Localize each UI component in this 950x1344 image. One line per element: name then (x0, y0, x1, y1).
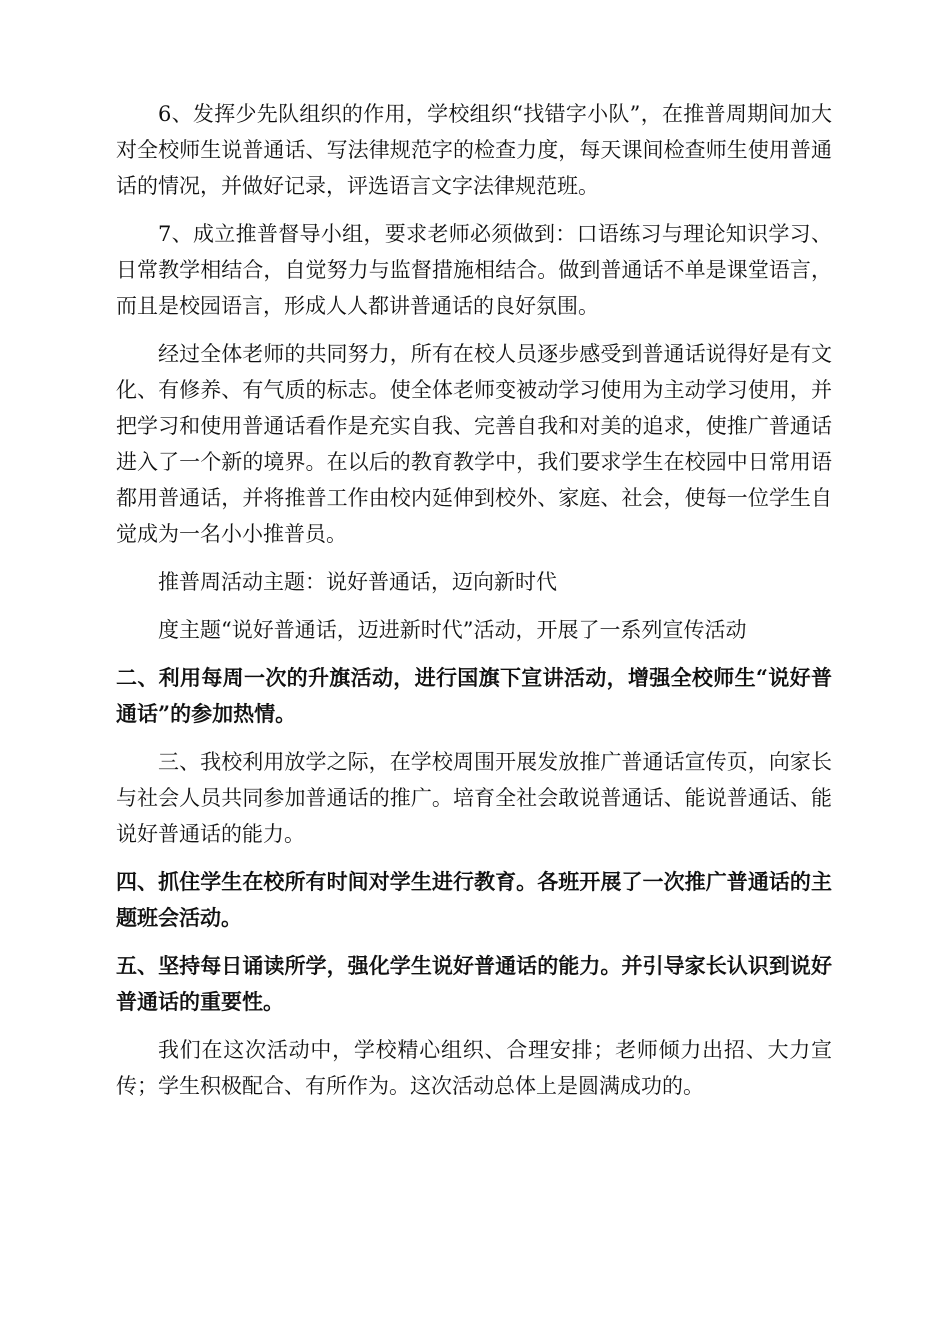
heading-section-2: 二、利用每周一次的升旗活动，进行国旗下宣讲活动，增强全校师生“说好普通话”的参加热情。 (116, 665, 832, 726)
paragraph-section-3: 三、我校利用放学之际，在学校周围开展发放推广普通话宣传页，向家长与社会人员共同参加普通话的推广。培育全社会敢说普通话、能说普通话、能说好普通话的能力。 (116, 750, 832, 846)
paragraph-theme: 推普周活动主题：说好普通话，迈向新时代 (158, 570, 557, 594)
document-page (116, 96, 832, 1116)
paragraph-summary: 经过全体老师的共同努力，所有在校人员逐步感受到普通话说得好是有文化、有修养、有气质的标志。使全体老师变被动学习使用为主动学习使用，并把学习和使用普通话看作是充实自我、完善自我和对美的追求，使推广普通话进入了一个新的境界。在以后的教育教学中，我们要求学生在校园中日常用语都用普通话，并将推普工作由校内延伸到校外、家庭、社会，使每一位学生自觉成为一名小小推普员。 (116, 342, 832, 546)
paragraph-activity-intro: 度主题“说好普通话，迈进新时代”活动，开展了一系列宣传活动 (158, 618, 747, 642)
paragraph-item-6: 6、发挥少先队组织的作用，学校组织“找错字小队”，在推普周期间加大对全校师生说普通话、写法律规范字的检查力度，每天课间检查师生使用普通话的情况，并做好记录，评选语言文字法律规范班。 (116, 102, 832, 198)
paragraph-item-7: 7、成立推普督导小组，要求老师必须做到：口语练习与理论知识学习、日常教学相结合，自觉努力与监督措施相结合。做到普通话不单是课堂语言，而且是校园语言，形成人人都讲普通话的良好氛围。 (116, 222, 832, 318)
heading-section-5: 五、坚持每日诵读所学，强化学生说好普通话的能力。并引导家长认识到说好普通话的重要性。 (116, 953, 832, 1014)
heading-section-4: 四、抓住学生在校所有时间对学生进行教育。各班开展了一次推广普通话的主题班会活动。 (116, 869, 832, 930)
paragraph-conclusion: 我们在这次活动中，学校精心组织、合理安排；老师倾力出招、大力宣传；学生积极配合、有所作为。这次活动总体上是圆满成功的。 (116, 1038, 832, 1098)
